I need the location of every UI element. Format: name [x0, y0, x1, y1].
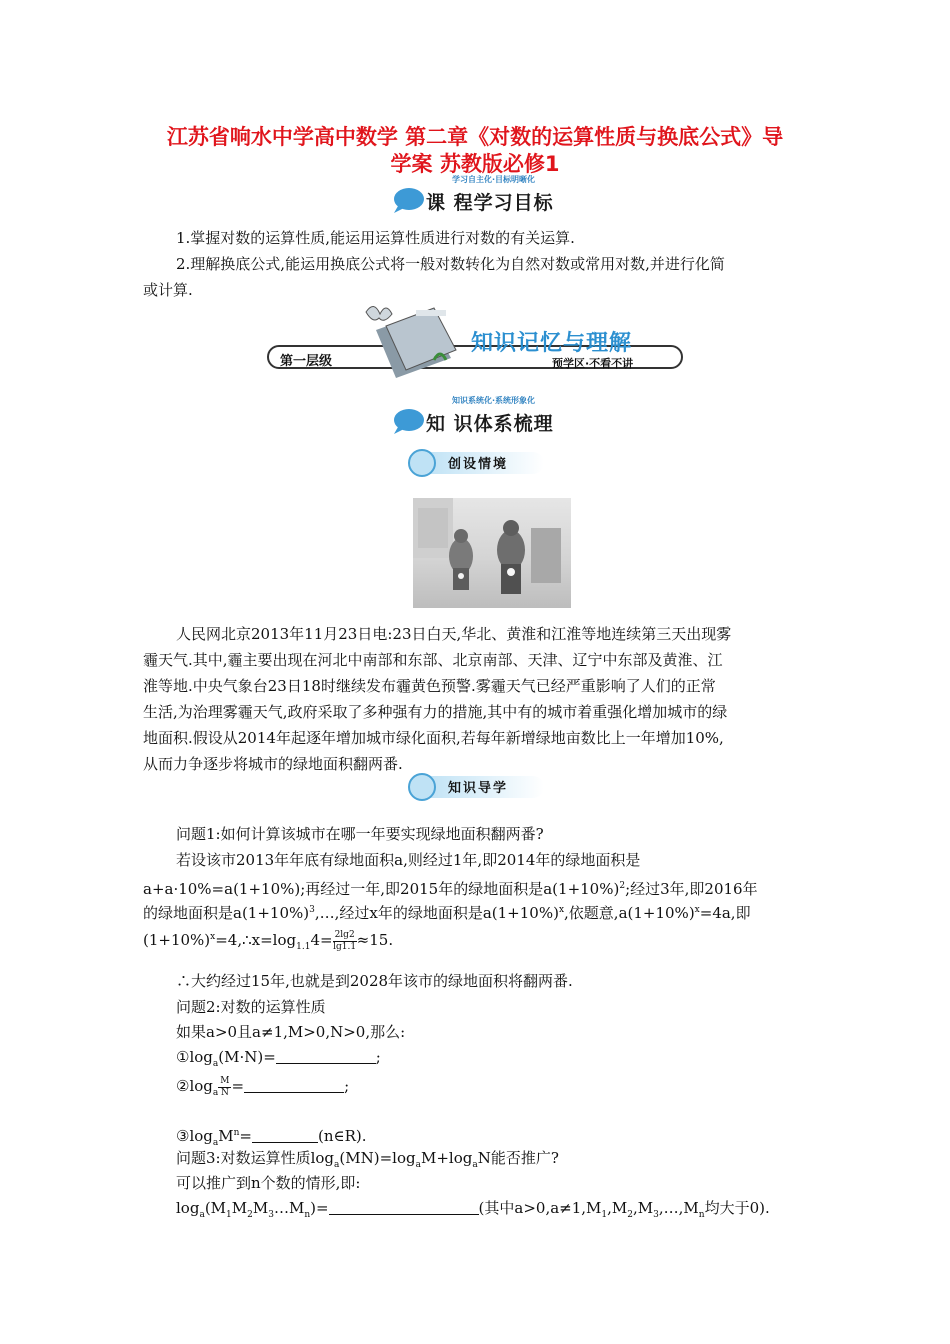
speech-bubble-icon: [392, 407, 426, 435]
scenario-line-3: 淮等地.中央气象台23日18时继续发布霾黄色预警.雾霾天气已经严重影响了人们的正常: [143, 677, 716, 695]
guide-pill-label: 知识导学: [448, 781, 509, 796]
goal-2: 2.理解换底公式,能运用换底公式将一般对数转化为自然对数或常用对数,并进行化简: [176, 255, 725, 273]
clock-icon: [408, 449, 436, 477]
question-2-condition: 如果a>0且a≠1,M>0,N>0,那么:: [176, 1023, 406, 1041]
goals-banner-subtitle: 学习自主化·目标明晰化: [452, 175, 536, 184]
goal-1: 1.掌握对数的运算性质,能运用运算性质进行对数的有关运算.: [176, 229, 575, 247]
question-2-title: 问题2:对数的运算性质: [176, 998, 326, 1016]
system-banner-subtitle: 知识系统化·系统形象化: [452, 396, 536, 405]
guide-pill: [408, 773, 548, 801]
question-1-line-4: $(1+10\%)^x=4,\therefore x=\log_{1.1}4=$ $\frac{2\lg 2}{\lg 1.1}\approx 15$.: [143, 929, 394, 952]
goal-2-cont: 或计算.: [143, 281, 193, 299]
formula-3: $③\log_aM^n=$ (n∈R).: [176, 1127, 367, 1148]
knowledge-system-banner: [392, 396, 592, 441]
scenario-line-4: 生活,为治理雾霾天气,政府采取了多种强有力的措施,其中有的城市着重强化增加城市的绿: [143, 703, 728, 721]
level-label: 第一层级: [280, 354, 333, 369]
question-1-line-1: 若设该市2013年年底有绿地面积a,则经过1年,即2014年的绿地面积是: [176, 851, 641, 869]
scenario-line-6: 从而力争逐步将城市的绿地面积翻两番.: [143, 755, 403, 773]
scenario-pill: [408, 449, 548, 477]
question-1-line-3: 的绿地面积是$a(1+10\%)^3,\dots$,经过x年的绿地面积是$a(1+10\%)^x$,依题意$,a(1+10\%)^x=4a$,即: [143, 904, 751, 922]
log-fraction: $\frac{2\lg 2}{\lg 1.1}$: [333, 929, 357, 952]
question-1-title: 问题1:如何计算该城市在哪一年要实现绿地面积翻两番?: [176, 825, 544, 843]
question-3-title: 问题3:对数运算性质$\log_a(MN)=\log_aM+\log_aN$能否推广?: [176, 1149, 559, 1170]
question-1-conclusion: ∴大约经过15年,也就是到2028年该市的绿地面积将翻两番.: [176, 972, 573, 990]
level-banner: [266, 300, 686, 385]
answer-blank-4[interactable]: [329, 1200, 479, 1215]
goals-banner-heading: 课 程学习目标: [426, 192, 554, 214]
title-line-1: 江苏省响水中学高中数学 第二章《对数的运算性质与换底公式》导: [166, 125, 784, 149]
system-banner-heading: 知 识体系梳理: [426, 413, 554, 435]
level-subtitle: 预学区·不看不讲: [552, 357, 634, 370]
scenario-line-5: 地面积.假设从2014年起逐年增加城市绿化面积,若每年新增绿地亩数比上一年增加10%,: [143, 729, 724, 747]
answer-blank-1[interactable]: [276, 1049, 376, 1064]
m-over-n-fraction: $\frac{M}{N}$: [220, 1075, 230, 1098]
level-heading: 知识记忆与理解: [471, 331, 633, 356]
question-3-line-1: 可以推广到n个数的情形,即:: [176, 1174, 361, 1192]
speech-bubble-icon: [392, 186, 426, 214]
answer-blank-3[interactable]: [252, 1128, 318, 1143]
formula-2: $②\log_a$ $\frac{M}{N}=$ ;: [176, 1075, 350, 1098]
question-3-line-2: $\log_a(M_1M_2M_3\dots M_n)=$ (其中$a>0,a\ne 1,M_1,M_2,M_3,\dots,M_n$均大于0).: [176, 1199, 770, 1220]
scenario-pill-label: 创设情境: [448, 457, 509, 472]
title-line-2: 学案 苏教版必修1: [390, 152, 560, 176]
document-title: [140, 124, 810, 178]
scenario-line-2: 霾天气.其中,霾主要出现在河北中南部和东部、北京南部、天津、辽宁中东部及黄淮、江: [143, 651, 723, 669]
scenario-line-1: 人民网北京2013年11月23日电:23日白天,华北、黄淮和江淮等地连续第三天出现雾: [176, 625, 732, 643]
clock-icon: [408, 773, 436, 801]
course-goals-banner: [392, 175, 592, 220]
answer-blank-2[interactable]: [244, 1078, 344, 1093]
smog-photo: [413, 498, 571, 608]
question-1-line-2: a+a·10%=a(1+10%);再经过一年,即2015年的绿地面积是$a(1+10\%)^2$;经过3年,即2016年: [143, 880, 758, 898]
formula-1: $①\log_a(M\cdot N)=$ ;: [176, 1048, 381, 1069]
